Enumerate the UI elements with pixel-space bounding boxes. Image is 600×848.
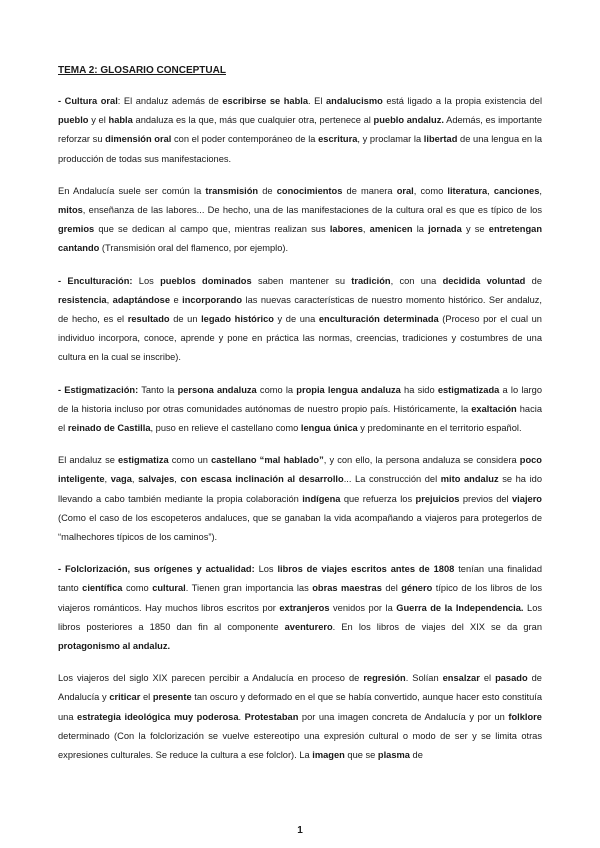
text-run: , bbox=[131, 474, 139, 485]
bold-text: literatura bbox=[447, 185, 488, 196]
text-run: , puso en relieve el castellano como bbox=[150, 423, 301, 434]
bold-text: - Enculturación: bbox=[58, 275, 133, 286]
bold-text: extranjeros bbox=[279, 602, 330, 613]
text-run: tan oscuro y deformado en el que se había convertido, aunque hacer esto constituía una bbox=[58, 692, 542, 722]
text-run: saben mantener su bbox=[251, 275, 352, 286]
paragraph bbox=[58, 272, 542, 368]
page-number: 1 bbox=[297, 825, 303, 836]
bold-text: mitos bbox=[58, 205, 83, 216]
bold-text: obras maestras bbox=[312, 583, 382, 594]
bold-text: cultural bbox=[152, 583, 186, 594]
text-run: que refuerza los bbox=[340, 493, 416, 504]
bold-text: enculturación determinada bbox=[318, 314, 439, 325]
bold-text: científica bbox=[82, 583, 123, 594]
text-run: de bbox=[258, 185, 277, 196]
bold-text: criticar bbox=[109, 692, 141, 703]
text-run: , con una bbox=[390, 275, 443, 286]
text-run: e bbox=[170, 294, 183, 305]
bold-text: oral bbox=[396, 185, 414, 196]
page-content bbox=[58, 64, 542, 778]
bold-text: castellano “mal hablado” bbox=[211, 455, 324, 466]
bold-text: - Estigmatización: bbox=[58, 384, 139, 395]
bold-text: pueblo andaluz. bbox=[373, 115, 444, 126]
bold-text: con escasa inclinación al desarrollo bbox=[180, 474, 344, 485]
text-run: venidos por la bbox=[329, 602, 397, 613]
bold-text: aventurero bbox=[284, 621, 333, 632]
text-run: como bbox=[122, 583, 153, 594]
bold-text: reinado de Castilla bbox=[67, 423, 151, 434]
bold-text: poco inteligente bbox=[58, 455, 542, 485]
bold-text: decidida voluntad bbox=[442, 275, 526, 286]
text-run: . Solían bbox=[405, 673, 443, 684]
bold-text: adaptándose bbox=[112, 294, 170, 305]
bold-text: persona andaluza bbox=[177, 384, 257, 395]
text-run: En Andalucía suele ser común la bbox=[58, 185, 206, 196]
bold-text: género bbox=[401, 583, 433, 594]
text-run: hacia el bbox=[58, 403, 542, 434]
text-run: Además, es importante reforzar su bbox=[58, 115, 542, 145]
text-run: que se bbox=[344, 750, 378, 761]
bold-text: plasma bbox=[377, 750, 410, 761]
text-run: y el bbox=[88, 115, 109, 126]
text-run: las nuevas características de nuestro momento histórico. Ser andaluz, de hecho, es el bbox=[58, 294, 543, 325]
text-run: la bbox=[412, 224, 429, 235]
bold-text: presente bbox=[152, 692, 192, 703]
text-run: y predominante en el territorio español. bbox=[357, 423, 522, 434]
bold-text: libertad bbox=[423, 134, 458, 145]
text-run: que se dedican al campo que, mientras realizan sus bbox=[94, 224, 330, 235]
paragraph bbox=[58, 182, 542, 259]
bold-text: estigmatiza bbox=[118, 455, 169, 466]
bold-text: folklore bbox=[508, 711, 542, 722]
text-run: , bbox=[539, 185, 542, 196]
bold-text: Guerra de la Independencia. bbox=[396, 602, 524, 613]
bold-text: regresión bbox=[363, 673, 406, 684]
text-run: . Tienen gran importancia las bbox=[185, 583, 313, 594]
text-run: de manera bbox=[342, 185, 397, 196]
paragraph bbox=[58, 92, 542, 169]
text-run: Los viajeros del siglo XIX parecen percibir a Andalucía en proceso de bbox=[58, 673, 364, 684]
text-run: , bbox=[104, 474, 111, 485]
text-run: con el poder contemporáneo de la bbox=[171, 134, 319, 145]
text-run: El andaluz se bbox=[58, 455, 118, 466]
bold-text: escribirse se habla bbox=[222, 96, 309, 106]
paragraph bbox=[58, 381, 542, 439]
text-run: típico de los libros de los viajeros románticos. Hay muchos libros escritos por bbox=[58, 583, 543, 613]
text-run: por una imagen concreta de Andalucía y por un bbox=[298, 711, 509, 722]
bold-text: pueblo bbox=[58, 115, 89, 126]
text-run: como un bbox=[168, 455, 212, 466]
text-run: (Proceso por el cual un individuo incorpora, conoce, aprende y pone en práctica las normas, creencias, tradiciones y costumbres de una cultura en la cual se inscribe). bbox=[58, 314, 542, 363]
bold-text: mito andaluz bbox=[440, 474, 499, 485]
bold-text: tradición bbox=[351, 275, 391, 286]
bold-text: salvajes bbox=[138, 474, 175, 485]
text-run: como la bbox=[256, 384, 297, 395]
text-run: , bbox=[174, 474, 181, 485]
bold-text: dimensión oral bbox=[105, 134, 172, 145]
bold-text: libros de viajes escritos antes de 1808 bbox=[277, 564, 455, 575]
bold-text: canciones bbox=[493, 185, 540, 196]
text-run: Los bbox=[254, 564, 278, 575]
text-run: andaluza es la que, más que cualquier otra, pertenece al bbox=[132, 115, 374, 126]
bold-text: Cultura oral bbox=[64, 96, 118, 106]
text-run: , como bbox=[413, 185, 448, 196]
text-run: , bbox=[106, 294, 113, 305]
bold-text: entretengan cantando bbox=[58, 224, 543, 254]
text-run: . bbox=[238, 711, 245, 722]
text-run: y de una bbox=[273, 314, 319, 325]
bold-text: lengua única bbox=[300, 423, 358, 434]
paragraph bbox=[58, 560, 542, 656]
bold-text: transmisión bbox=[205, 185, 259, 196]
text-run: : El andaluz además de bbox=[117, 96, 223, 106]
text-run: . El bbox=[308, 96, 326, 106]
bold-text: Protestaban bbox=[244, 711, 299, 722]
bold-text: incorporando bbox=[182, 294, 243, 305]
page-title: TEMA 2: GLOSARIO CONCEPTUAL bbox=[58, 65, 226, 76]
bold-text: escritura bbox=[318, 134, 358, 145]
bold-text: pueblos dominados bbox=[160, 275, 252, 286]
text-run: está ligado a la propia existencia del bbox=[382, 96, 543, 106]
text-run: , bbox=[362, 224, 370, 235]
paragraph bbox=[58, 669, 542, 765]
paragraph bbox=[58, 451, 542, 547]
bold-text: jornada bbox=[428, 224, 462, 235]
text-run: (Transmisión oral del flamenco, por ejemplo). bbox=[99, 243, 289, 254]
bold-text: labores bbox=[329, 224, 363, 235]
bold-text: gremios bbox=[58, 224, 95, 235]
text-run: Tanto la bbox=[138, 384, 178, 395]
text-run: a lo largo de la historia incluso por otras comunidades autónomas de nuestro propio país. Históricamente, la bbox=[58, 384, 542, 414]
text-run: , bbox=[487, 185, 494, 196]
bold-text: viajero bbox=[512, 493, 542, 504]
bold-text: legado histórico bbox=[201, 314, 274, 325]
bold-text: exaltación bbox=[471, 403, 517, 414]
text-run: se ha ido llevando a cabo también mediante la propia colaboración bbox=[58, 474, 542, 504]
bold-text: resistencia bbox=[58, 294, 107, 305]
bold-text: - Folclorización, sus orígenes y actualidad: bbox=[58, 564, 255, 575]
text-run: , y con ello, la persona andaluza se considera bbox=[323, 455, 520, 466]
text-run: de bbox=[525, 275, 542, 286]
text-run: del bbox=[381, 583, 402, 594]
bold-text: vaga bbox=[110, 474, 132, 485]
bold-text: conocimientos bbox=[276, 185, 343, 196]
bold-text: resultado bbox=[127, 314, 170, 325]
text-run: , y proclamar la bbox=[357, 134, 424, 145]
text-run: de bbox=[409, 750, 423, 761]
bold-text: prejuicios bbox=[415, 493, 460, 504]
bold-text: indígena bbox=[302, 493, 341, 504]
bold-text: ensalzar bbox=[442, 673, 480, 684]
text-run: y se bbox=[461, 224, 489, 235]
text-run: de una lengua en la producción de todas sus manifestaciones. bbox=[58, 134, 542, 164]
bold-text: protagonismo al andaluz. bbox=[58, 641, 171, 652]
text-run: (Como el caso de los escopeteros andaluces, que se ganaban la vida acompañando a viajeros para protegerlos de “malhechores típicos de los caminos”). bbox=[58, 512, 542, 543]
text-run: Los bbox=[132, 275, 161, 286]
text-run: el bbox=[140, 692, 153, 703]
text-run: ha sido bbox=[400, 384, 438, 395]
text-run: de Andalucía y bbox=[58, 673, 542, 703]
bold-text: imagen bbox=[312, 750, 345, 761]
text-run: tenían una finalidad tanto bbox=[58, 564, 542, 594]
text-run: , enseñanza de las labores... De hecho, una de las manifestaciones de la cultura oral es que es típico de los bbox=[82, 205, 542, 216]
text-run: . En los libros de viajes del XIX se da gran bbox=[332, 621, 542, 632]
text-run: previos del bbox=[459, 493, 513, 504]
bold-text: estrategia ideológica muy poderosa bbox=[77, 711, 239, 722]
text-run: el bbox=[479, 673, 496, 684]
bold-text: amenicen bbox=[369, 224, 413, 235]
bold-text: habla bbox=[108, 115, 133, 126]
text-run: de un bbox=[169, 314, 202, 325]
text-run: determinado (Con la folclorización se vuelve estereotipo una expresión cultural o modo de ser y se limita otras expresiones culturales. Se reduce la cultura a ese folclor). La bbox=[58, 730, 542, 761]
text-run: Los libros posteriores a 1850 dan fin al componente bbox=[58, 602, 543, 632]
bold-text: estigmatizada bbox=[437, 384, 500, 395]
bold-text: propia lengua andaluza bbox=[296, 384, 401, 395]
bold-text: pasado bbox=[495, 673, 528, 684]
bold-text: - bbox=[58, 96, 65, 106]
text-run: ... La construcción del bbox=[343, 474, 441, 485]
bold-text: andalucismo bbox=[325, 96, 383, 106]
